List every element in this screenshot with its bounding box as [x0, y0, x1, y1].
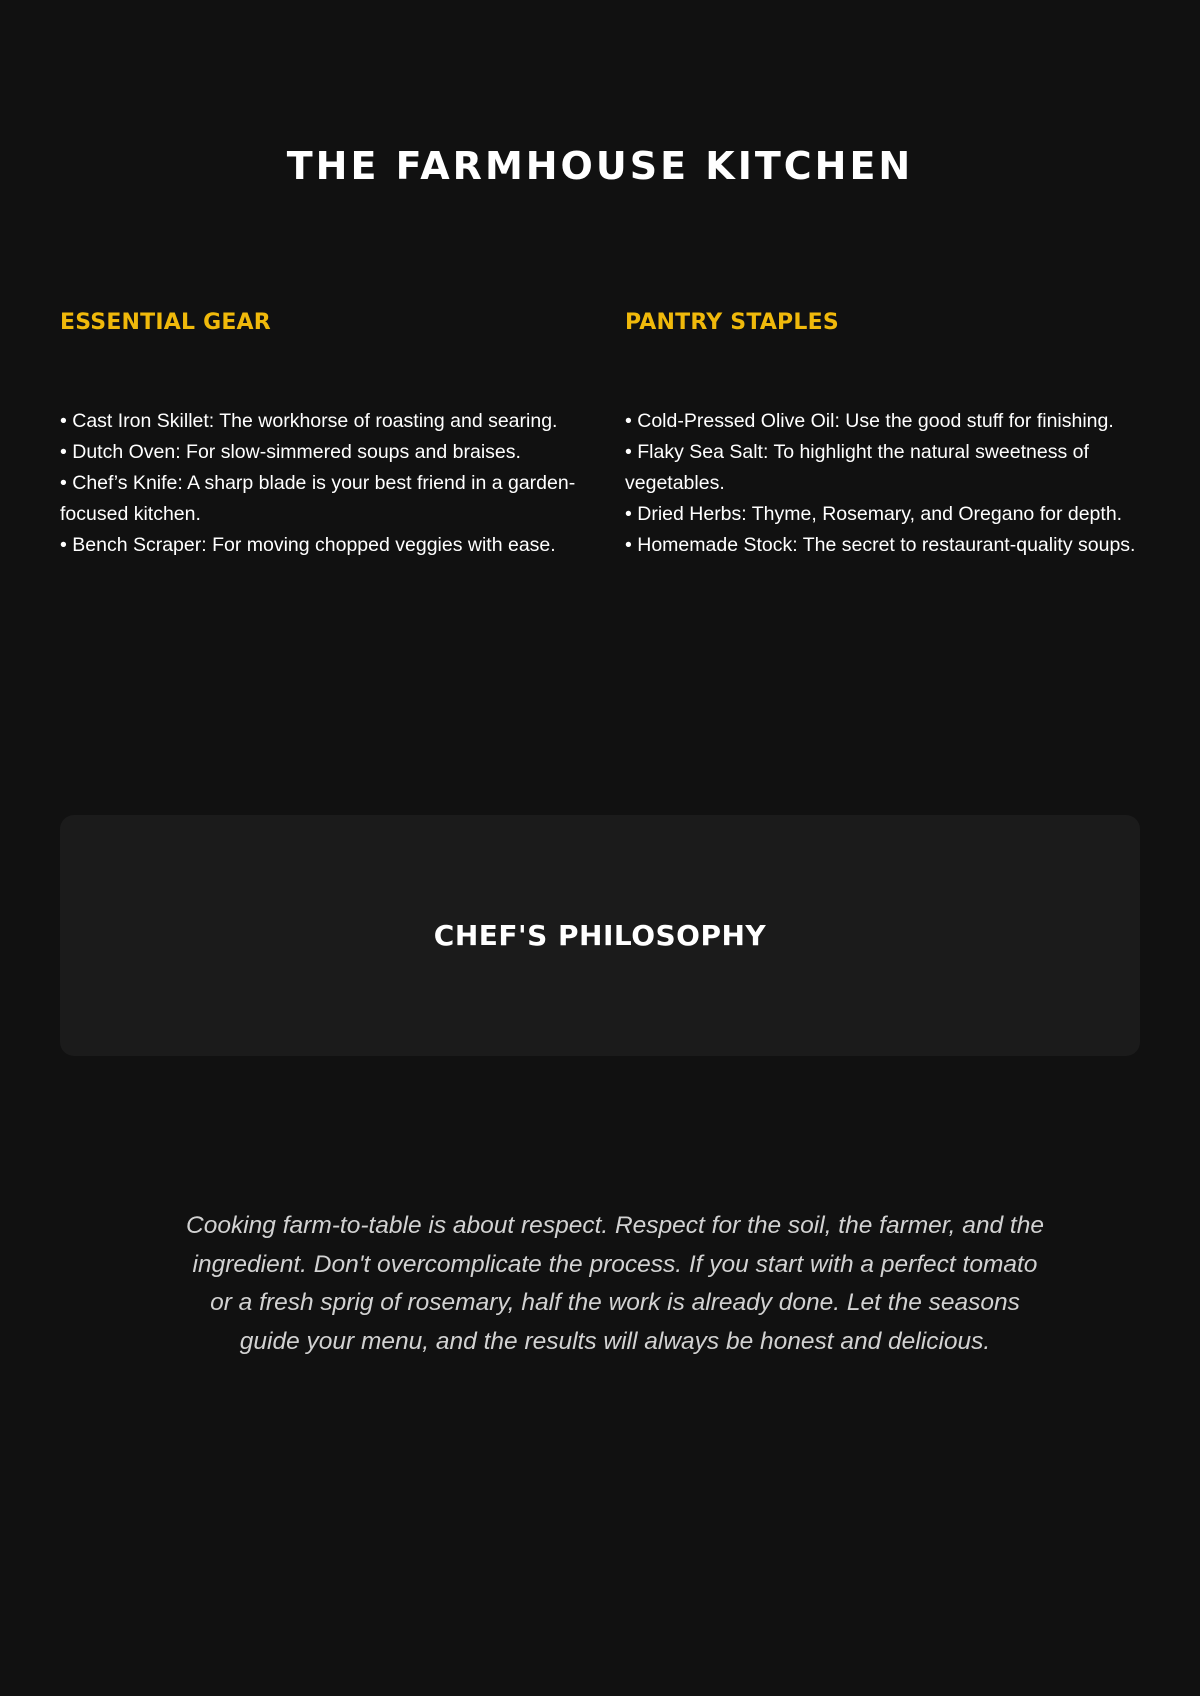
philosophy-card: [60, 815, 1140, 1056]
philosophy-title: CHEF'S PHILOSOPHY: [433, 918, 767, 952]
essential-gear-list: [60, 406, 580, 561]
list-item: • Dried Herbs: Thyme, Rosemary, and Oregano for depth.: [625, 503, 1123, 525]
pantry-staples-section: [625, 306, 1145, 556]
list-item: • Dutch Oven: For slow-simmered soups and braises.: [60, 441, 521, 463]
list-item: • Flaky Sea Salt: To highlight the natural sweetness of vegetables.: [625, 441, 1089, 494]
list-item: • Cast Iron Skillet: The workhorse of roasting and searing.: [60, 410, 558, 432]
essential-gear-section: [60, 306, 580, 556]
philosophy-quote: Cooking farm-to-table is about respect. Respect for the soil, the farmer, and the ingredient. Don't overcomplicate the process. If you start with a perfect tomato or a fresh sprig of rosemary, half the work is already done. Let the seasons guide your menu, and the results will always be honest and delicious.: [186, 1212, 1044, 1355]
list-item: • Cold-Pressed Olive Oil: Use the good stuff for finishing.: [625, 410, 1114, 432]
essential-gear-heading: ESSENTIAL GEAR: [60, 310, 271, 335]
list-item: • Bench Scraper: For moving chopped veggies with ease.: [60, 534, 556, 556]
list-item: • Chef’s Knife: A sharp blade is your best friend in a garden-focused kitchen.: [60, 472, 576, 525]
pantry-staples-list: [625, 406, 1155, 561]
page-title: THE FARMHOUSE KITCHEN: [286, 144, 914, 188]
list-item: • Homemade Stock: The secret to restaurant-quality soups.: [625, 534, 1136, 556]
pantry-staples-heading: PANTRY STAPLES: [625, 310, 839, 335]
